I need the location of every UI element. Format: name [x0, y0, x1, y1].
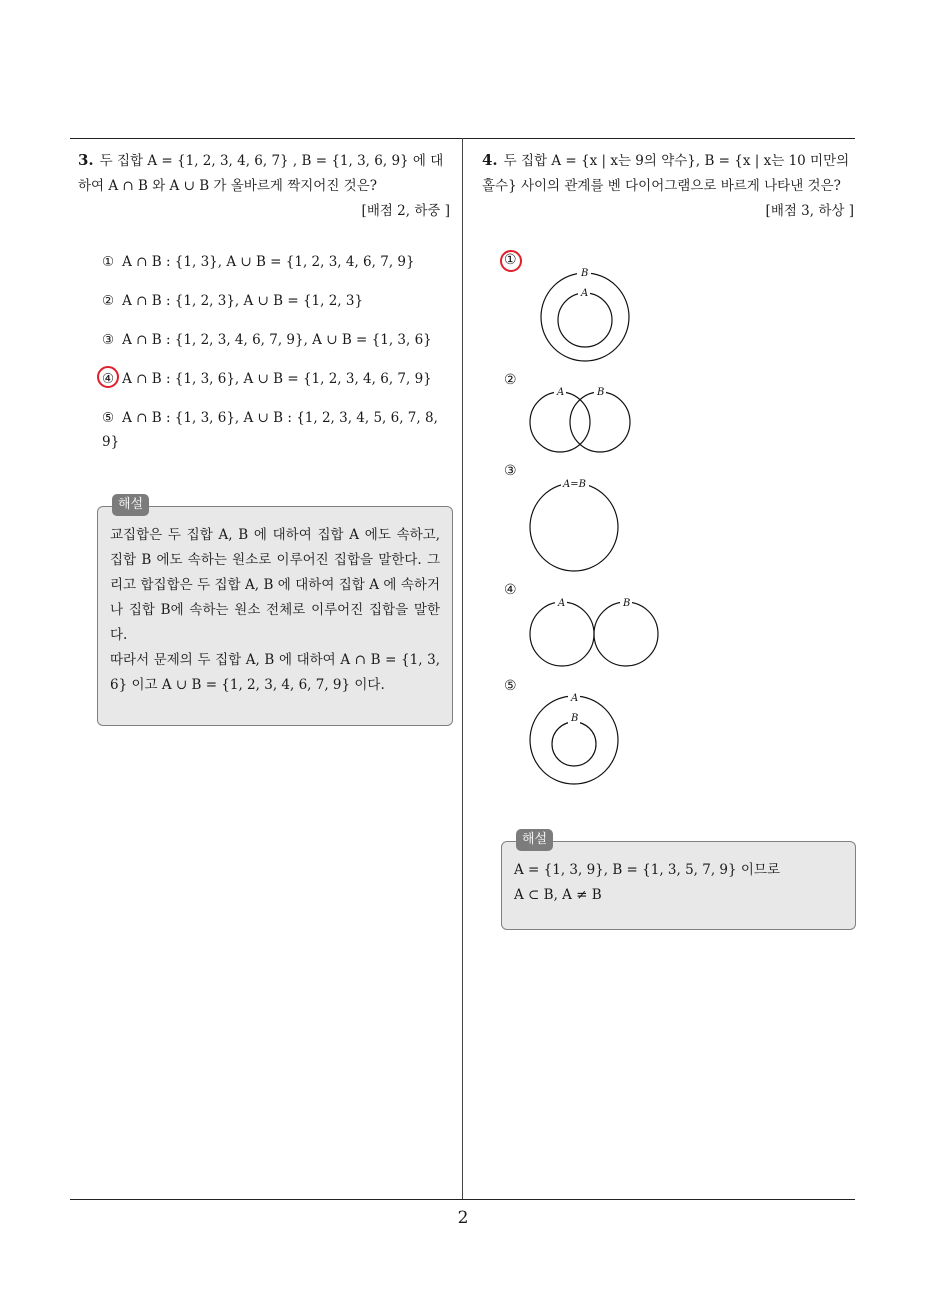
q3-solution-para-2: 따라서 문제의 두 집합 A, B 에 대하여 A ∩ B = {1, 3, 6} 이고 A ∪ B = {1, 2, 3, 4, 6, 7, 9} 이다. — [110, 652, 440, 693]
q4-venn-5-inner-label: B — [571, 713, 579, 724]
q4-venn-2[interactable] — [525, 385, 635, 455]
q3-choice-3-text: A ∩ B : {1, 2, 3, 4, 6, 7, 9}, A ∪ B = {1, 3, 6} — [122, 332, 432, 348]
q4-choice-5-mark[interactable]: ⑤ — [504, 678, 517, 694]
q3-choice-1-text: A ∩ B : {1, 3}, A ∪ B = {1, 2, 3, 4, 6, 7, 9} — [122, 254, 415, 270]
q4-venn-4-left-label: A — [558, 598, 566, 609]
q4-venn-3[interactable] — [525, 476, 625, 576]
q3-choice-4-mark: ④ — [102, 371, 115, 387]
q3-choice-3-mark: ③ — [102, 332, 115, 348]
q3-choice-5[interactable] — [102, 406, 442, 454]
q3-solution-para-1: 교집합은 두 집합 A, B 에 대하여 집합 A 에도 속하고, 집합 B 에도 속하는 원소로 이루어진 집합을 말한다. 그리고 합집합은 두 집합 A, B 에 대하여 집합 A 에 속하거나 집합 B에 속하는 원소 전체로 이루어진 집합을 말한다. — [110, 527, 440, 643]
q4-solution-tag: 해설 — [516, 829, 553, 851]
question-4-score: [배점 3, 하상 ] — [765, 203, 854, 219]
q4-solution-box — [501, 832, 856, 930]
q3-solution-box — [97, 497, 453, 726]
column-divider — [462, 138, 463, 1200]
q3-choice-1[interactable] — [102, 250, 452, 274]
question-3 — [78, 148, 454, 224]
q4-venn-2-left-label: A — [557, 387, 565, 398]
q4-venn-4-right-label: B — [623, 598, 631, 609]
q3-choice-5-text: A ∩ B : {1, 3, 6}, A ∪ B : {1, 2, 3, 4, 5, 6, 7, 8, 9} — [102, 410, 438, 450]
q3-choice-2-text: A ∩ B : {1, 2, 3}, A ∪ B = {1, 2, 3} — [122, 293, 364, 309]
q4-choice-1-mark[interactable]: ① — [504, 252, 517, 268]
q3-choice-4[interactable] — [102, 367, 452, 391]
bottom-rule — [70, 1199, 855, 1200]
question-3-text: 두 집합 A = {1, 2, 3, 4, 6, 7} , B = {1, 3, 6, 9} 에 대하여 A ∩ B 와 A ∪ B 가 올바르게 짝지어진 것은? — [78, 153, 444, 194]
q4-venn-2-right-label: B — [597, 387, 605, 398]
q3-solution-tag: 해설 — [112, 494, 149, 516]
question-3-score: [배점 2, 하중 ] — [361, 203, 450, 219]
q4-choice-2-mark[interactable]: ② — [504, 372, 517, 388]
q3-choice-1-mark: ① — [102, 254, 115, 270]
q3-choice-4-text: A ∩ B : {1, 3, 6}, A ∪ B = {1, 2, 3, 4, 6, 7, 9} — [122, 371, 432, 387]
question-4 — [482, 148, 858, 224]
q4-venn-3-label: A=B — [563, 479, 586, 490]
question-3-number: 3. — [78, 151, 94, 169]
q3-choice-2[interactable] — [102, 289, 452, 313]
q3-choice-5-mark: ⑤ — [102, 410, 115, 426]
q4-solution-line-1: A = {1, 3, 9}, B = {1, 3, 5, 7, 9} 이므로 — [514, 862, 781, 878]
question-4-text: 두 집합 A = {x | x는 9의 약수}, B = {x | x는 10 미만의 홀수} 사이의 관계를 벤 다이어그램으로 바르게 나타낸 것은? — [482, 153, 850, 194]
question-4-header — [482, 148, 858, 199]
q3-choice-3[interactable] — [102, 328, 452, 352]
answer-mark-circle — [97, 366, 119, 388]
q4-choice-4-mark[interactable]: ④ — [504, 582, 517, 598]
q3-choice-2-mark: ② — [102, 293, 115, 309]
question-3-header — [78, 148, 454, 199]
q4-venn-1-outer-label: B — [581, 268, 589, 279]
page-number: 2 — [457, 1208, 469, 1228]
q4-solution-line-2: A ⊂ B, A ≠ B — [514, 887, 602, 903]
question-4-number: 4. — [482, 151, 498, 169]
q4-venn-1[interactable] — [530, 262, 640, 372]
q4-venn-5[interactable] — [525, 694, 625, 794]
q4-choice-3-mark[interactable]: ③ — [504, 463, 517, 479]
q4-venn-5-outer-label: A — [571, 693, 579, 704]
q4-venn-4[interactable] — [525, 596, 665, 671]
q4-venn-1-inner-label: A — [581, 288, 589, 299]
answer-mark-circle — [500, 250, 522, 272]
